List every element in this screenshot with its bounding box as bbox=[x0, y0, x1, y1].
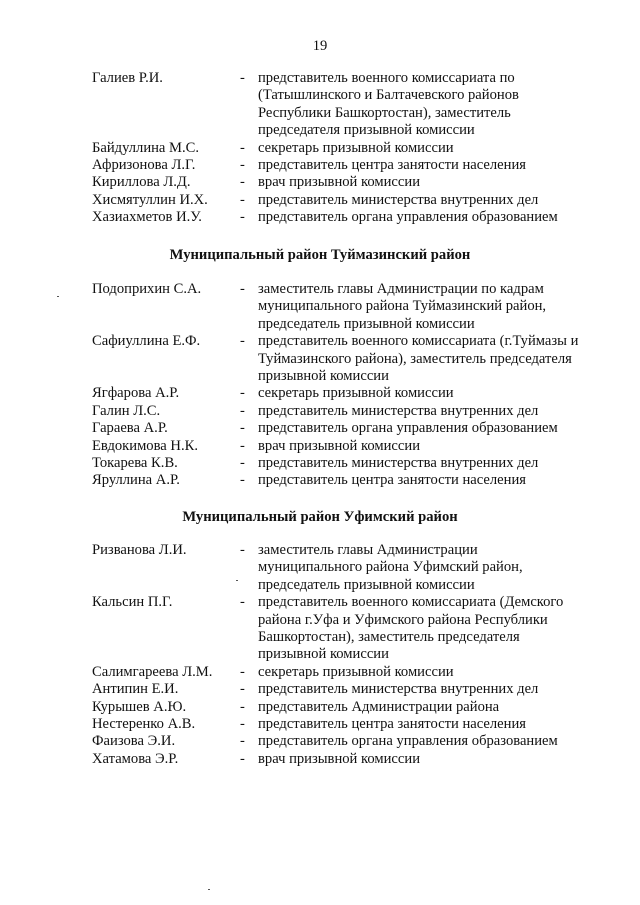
member-role bbox=[258, 281, 603, 333]
scan-speck bbox=[236, 580, 238, 581]
section-heading-ufimsky: Муниципальный район Уфимский район bbox=[182, 509, 458, 525]
member-entry bbox=[0, 699, 640, 716]
separator-dash: - bbox=[240, 174, 245, 191]
role-line: представитель министерства внутренних дел bbox=[258, 681, 539, 698]
member-entry bbox=[0, 594, 640, 664]
role-line: председатель призывной комиссии bbox=[258, 576, 475, 593]
role-line: заместитель главы Администрации bbox=[258, 542, 478, 558]
separator-dash: - bbox=[240, 420, 245, 437]
role-line: муниципального района Туймазинский район, bbox=[258, 298, 547, 315]
member-name: Кальсин П.Г. bbox=[92, 594, 173, 611]
member-entry bbox=[0, 174, 640, 191]
separator-dash: - bbox=[240, 716, 245, 733]
member-entry bbox=[0, 664, 640, 681]
role-line: призывной комиссии bbox=[258, 368, 389, 385]
role-line: представитель министерства внутренних дел bbox=[258, 455, 539, 472]
member-name: Курышев А.Ю. bbox=[92, 698, 187, 715]
member-role bbox=[258, 157, 603, 174]
member-entry bbox=[0, 420, 640, 437]
member-role bbox=[258, 751, 603, 768]
member-entry bbox=[0, 681, 640, 698]
member-entry bbox=[0, 385, 640, 402]
role-line: председателя призывной комиссии bbox=[258, 122, 475, 139]
member-role bbox=[258, 542, 603, 594]
separator-dash: - bbox=[240, 594, 245, 611]
role-line: (Татышлинского и Балтачевского районов bbox=[258, 87, 519, 104]
member-name: Сафиуллина Е.Ф. bbox=[92, 333, 201, 350]
scan-speck bbox=[208, 889, 210, 890]
member-name: Хазиахметов И.У. bbox=[92, 209, 202, 226]
role-line: Башкортостан), заместитель председателя bbox=[258, 629, 520, 646]
role-line: района г.Уфа и Уфимского района Республики bbox=[258, 611, 548, 628]
separator-dash: - bbox=[240, 472, 245, 489]
member-name: Евдокимова Н.К. bbox=[92, 437, 198, 454]
role-line: представитель министерства внутренних дел bbox=[258, 402, 539, 419]
separator-dash: - bbox=[240, 191, 245, 208]
page-number: 19 bbox=[312, 38, 328, 54]
role-line: представитель Администрации района bbox=[258, 698, 500, 715]
member-role bbox=[258, 455, 603, 472]
member-role bbox=[258, 385, 603, 402]
member-name: Хисмятуллин И.Х. bbox=[92, 191, 208, 208]
member-role bbox=[258, 140, 603, 157]
member-role bbox=[258, 472, 603, 489]
separator-dash: - bbox=[240, 750, 245, 767]
member-entry bbox=[0, 472, 640, 489]
member-entry bbox=[0, 192, 640, 209]
member-name: Яруллина А.Р. bbox=[92, 472, 180, 489]
member-role bbox=[258, 716, 603, 733]
separator-dash: - bbox=[240, 542, 245, 558]
role-line: секретарь призывной комиссии bbox=[258, 385, 454, 402]
member-entry bbox=[0, 157, 640, 174]
member-role bbox=[258, 420, 603, 437]
member-entry bbox=[0, 403, 640, 420]
role-line: врач призывной комиссии bbox=[258, 174, 420, 191]
member-name: Подоприхин С.А. bbox=[92, 281, 202, 297]
section-0-list bbox=[0, 70, 640, 227]
role-line: представитель органа управления образованием bbox=[258, 733, 558, 750]
member-name: Салимгареева Л.М. bbox=[92, 663, 213, 680]
member-name: Гараева А.Р. bbox=[92, 420, 168, 437]
separator-dash: - bbox=[240, 402, 245, 419]
member-entry bbox=[0, 70, 640, 140]
member-entry bbox=[0, 751, 640, 768]
role-line: представитель центра занятости населения bbox=[258, 157, 526, 174]
member-entry bbox=[0, 438, 640, 455]
member-entry bbox=[0, 455, 640, 472]
role-line: Туймазинского района), заместитель председателя bbox=[258, 350, 572, 367]
member-role bbox=[258, 594, 603, 664]
role-line: Республики Башкортостан), заместитель bbox=[258, 104, 511, 121]
role-line: муниципального района Уфимский район, bbox=[258, 559, 523, 576]
member-entry bbox=[0, 333, 640, 385]
role-line: врач призывной комиссии bbox=[258, 437, 420, 454]
member-name: Байдуллина М.С. bbox=[92, 139, 200, 156]
member-entry bbox=[0, 716, 640, 733]
role-line: представитель органа управления образованием bbox=[258, 420, 558, 437]
member-entry bbox=[0, 281, 640, 333]
member-entry bbox=[0, 733, 640, 750]
member-role bbox=[258, 438, 603, 455]
separator-dash: - bbox=[240, 70, 245, 86]
member-entry bbox=[0, 542, 640, 594]
separator-dash: - bbox=[240, 157, 245, 174]
role-line: заместитель главы Администрации по кадрам bbox=[258, 281, 544, 297]
member-role bbox=[258, 70, 603, 140]
role-line: врач призывной комиссии bbox=[258, 750, 420, 767]
role-line: представитель центра занятости населения bbox=[258, 472, 526, 489]
separator-dash: - bbox=[240, 733, 245, 750]
role-line: представитель военного комиссариата (Демского bbox=[258, 594, 564, 611]
member-role bbox=[258, 333, 603, 385]
separator-dash: - bbox=[240, 681, 245, 698]
role-line: призывной комиссии bbox=[258, 646, 389, 663]
separator-dash: - bbox=[240, 281, 245, 297]
member-role bbox=[258, 174, 603, 191]
section-1-list bbox=[0, 281, 640, 490]
member-name: Галиев Р.И. bbox=[92, 70, 163, 86]
role-line: представитель министерства внутренних дел bbox=[258, 191, 539, 208]
member-name: Кириллова Л.Д. bbox=[92, 174, 191, 191]
member-name: Антипин Е.И. bbox=[92, 681, 179, 698]
separator-dash: - bbox=[240, 385, 245, 402]
member-role bbox=[258, 192, 603, 209]
separator-dash: - bbox=[240, 139, 245, 156]
separator-dash: - bbox=[240, 209, 245, 226]
member-name: Галин Л.С. bbox=[92, 402, 161, 419]
member-name: Ягфарова А.Р. bbox=[92, 385, 180, 402]
member-name: Афризонова Л.Г. bbox=[92, 157, 196, 174]
member-role bbox=[258, 403, 603, 420]
role-line: представитель военного комиссариата (г.Туймазы и bbox=[258, 333, 579, 350]
role-line: председатель призывной комиссии bbox=[258, 315, 475, 332]
separator-dash: - bbox=[240, 698, 245, 715]
role-line: представитель военного комиссариата по bbox=[258, 70, 515, 86]
member-name: Фаизова Э.И. bbox=[92, 733, 176, 750]
member-entry bbox=[0, 209, 640, 226]
role-line: секретарь призывной комиссии bbox=[258, 139, 454, 156]
role-line: представитель центра занятости населения bbox=[258, 716, 526, 733]
section-2-list bbox=[0, 542, 640, 768]
member-role bbox=[258, 664, 603, 681]
scan-speck bbox=[57, 296, 59, 297]
member-name: Нестеренко А.В. bbox=[92, 716, 196, 733]
separator-dash: - bbox=[240, 333, 245, 350]
member-role bbox=[258, 699, 603, 716]
member-name: Токарева К.В. bbox=[92, 455, 178, 472]
separator-dash: - bbox=[240, 663, 245, 680]
member-name: Хатамова Э.Р. bbox=[92, 750, 179, 767]
member-role bbox=[258, 733, 603, 750]
separator-dash: - bbox=[240, 455, 245, 472]
member-entry bbox=[0, 140, 640, 157]
role-line: представитель органа управления образованием bbox=[258, 209, 558, 226]
separator-dash: - bbox=[240, 437, 245, 454]
section-heading-tuymazinsky: Муниципальный район Туймазинский район bbox=[169, 247, 471, 263]
role-line: секретарь призывной комиссии bbox=[258, 663, 454, 680]
member-role bbox=[258, 209, 603, 226]
member-role bbox=[258, 681, 603, 698]
member-name: Ризванова Л.И. bbox=[92, 542, 187, 558]
